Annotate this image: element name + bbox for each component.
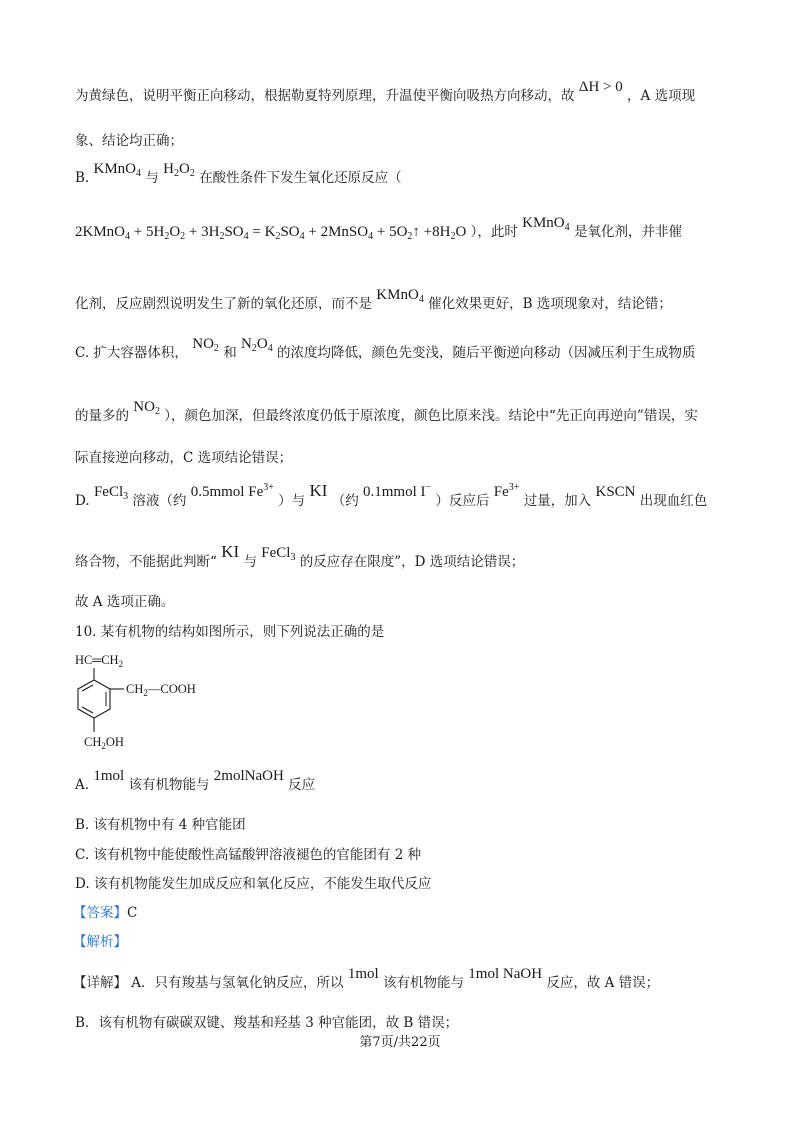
text-line: [75, 1013, 458, 1033]
text: 的浓度均降低，颜色先变浅，随后平衡逆向移动（因减压利于生成物质: [276, 345, 696, 361]
option-c: [75, 845, 421, 865]
equation: 2KMnO$_4$ + $5H_2O_2 + 3H_2SO_4 = K_2SO_4$ + 2MnSO$_4$ + $5O_2↑ +8H_2O$: [75, 224, 467, 242]
text: D. 该有机物能发生加成反应和氧化反应，不能发生取代反应: [75, 876, 432, 892]
formula: 1mol NaOH: [468, 966, 543, 982]
formula: KMnO$_4$: [376, 287, 424, 305]
text: ），此时: [470, 224, 518, 240]
formula: $NO_2$: [192, 336, 219, 354]
page-footer: 第7页/共22页: [359, 1035, 441, 1050]
formula: $NO_2$: [133, 399, 160, 417]
question-text: 10. 某有机物的结构如图所示，则下列说法正确的是: [75, 624, 385, 640]
formula: $Fe^{3+}$: [493, 482, 520, 500]
text: 与: [145, 170, 159, 186]
text: 反应: [288, 777, 316, 793]
text: 催化效果更好，B 选项现象对，结论错；: [428, 296, 672, 312]
formula: $H_2O_2$: [163, 161, 195, 179]
text: 络合物，不能据此判断“: [75, 554, 217, 570]
molecular-structure: [72, 652, 232, 752]
text-line: [75, 448, 292, 468]
option-b: [75, 815, 246, 835]
option-a: [75, 768, 316, 795]
text-line: [75, 287, 672, 319]
text: A.: [75, 777, 90, 793]
formula: $N_2O_4$: [241, 336, 273, 354]
text: （约: [331, 493, 359, 509]
text-line: [75, 79, 696, 106]
text: ）反应后: [435, 493, 490, 509]
text: 该有机物能与: [128, 777, 210, 793]
formula: FeCl$_3$: [261, 545, 296, 563]
formula: KSCN: [595, 484, 636, 500]
formula: 0.5mmol $Fe^{3+}$: [190, 482, 274, 500]
text: 出现血红色: [639, 493, 708, 509]
text: C. 扩大容器体积，: [75, 345, 188, 361]
text-line: [75, 542, 525, 577]
text: 该有机物能与: [382, 975, 464, 991]
text: 是氧化剂，并非催: [573, 224, 682, 240]
answer-value: C: [127, 905, 138, 921]
text: 在酸性条件下发生氧化还原反应（: [199, 170, 402, 186]
text: 象、结论均正确；: [75, 133, 183, 149]
text: ，A 选项现: [627, 88, 696, 104]
text-line: [75, 161, 402, 193]
option-d: [75, 874, 431, 894]
vinyl-label: $HC═CH_2$: [75, 653, 124, 669]
text: 与: [243, 554, 257, 570]
text: A．只有羧基与氢氧化钠反应，所以: [131, 975, 344, 991]
hydroxymethyl-label: $CH_2OH$: [84, 735, 124, 751]
text: B．该有机物有碳碳双键、羧基和羟基 3 种官能团，故 B 错误；: [75, 1015, 459, 1031]
formula: 1mol: [93, 768, 125, 784]
detail-label: 【详解】: [73, 975, 127, 991]
analysis-heading: [73, 932, 127, 952]
equation-line: [75, 215, 682, 247]
formula: KI: [309, 481, 328, 500]
side-chain-label: $CH_2—COOH$: [126, 682, 196, 698]
text: 的量多的: [75, 408, 129, 424]
formula: ΔH > 0: [578, 79, 623, 95]
formula: FeCl$_3$: [93, 484, 129, 502]
formula: 2molNaOH: [213, 768, 284, 784]
text: C. 该有机物中能使酸性高锰酸钾溶液褪色的官能团有 2 种: [75, 847, 422, 863]
text: 过量，加入: [523, 493, 592, 509]
text: 化剂，反应剧烈说明发生了新的氧化还原，而不是: [75, 296, 372, 312]
text: ）与: [278, 493, 306, 509]
text: 际直接逆向移动，C 选项结论错误；: [75, 450, 293, 466]
formula: KMnO$_4$: [522, 215, 570, 233]
text: 故 A 选项正确。: [75, 594, 175, 610]
text: 的反应存在限度”，D 选项结论错误；: [299, 554, 525, 570]
text-line: [75, 592, 174, 612]
formula: KI: [221, 542, 240, 561]
formula: KMnO$_4$: [93, 161, 142, 179]
text: 和: [223, 345, 237, 361]
answer: [73, 903, 137, 923]
formula: 1mol: [347, 966, 379, 982]
question-10: [75, 622, 384, 642]
benzene-ring: [78, 680, 110, 718]
text: B.: [75, 170, 90, 186]
text: B. 该有机物中有 4 种官能团: [75, 817, 246, 833]
analysis-label: 【解析】: [73, 934, 127, 950]
text-line: [75, 481, 708, 516]
text: 溶液（约: [132, 493, 187, 509]
text-line: [75, 399, 698, 431]
text: 为黄绿色，说明平衡正向移动，根据勒夏特列原理，升温使平衡向吸热方向移动，故: [75, 88, 575, 104]
answer-label: 【答案】: [73, 905, 127, 921]
text: ），颜色加深，但最终浓度仍低于原浓度，颜色比原来浅。结论中“先正向再逆向”错误，实: [164, 408, 698, 424]
text: D.: [75, 493, 90, 509]
text: 反应，故 A 错误；: [546, 975, 660, 991]
formula: 0.1mmol I−: [363, 482, 432, 500]
detail-line: [73, 966, 660, 993]
text-line: [75, 336, 696, 368]
text-line: [75, 131, 183, 151]
